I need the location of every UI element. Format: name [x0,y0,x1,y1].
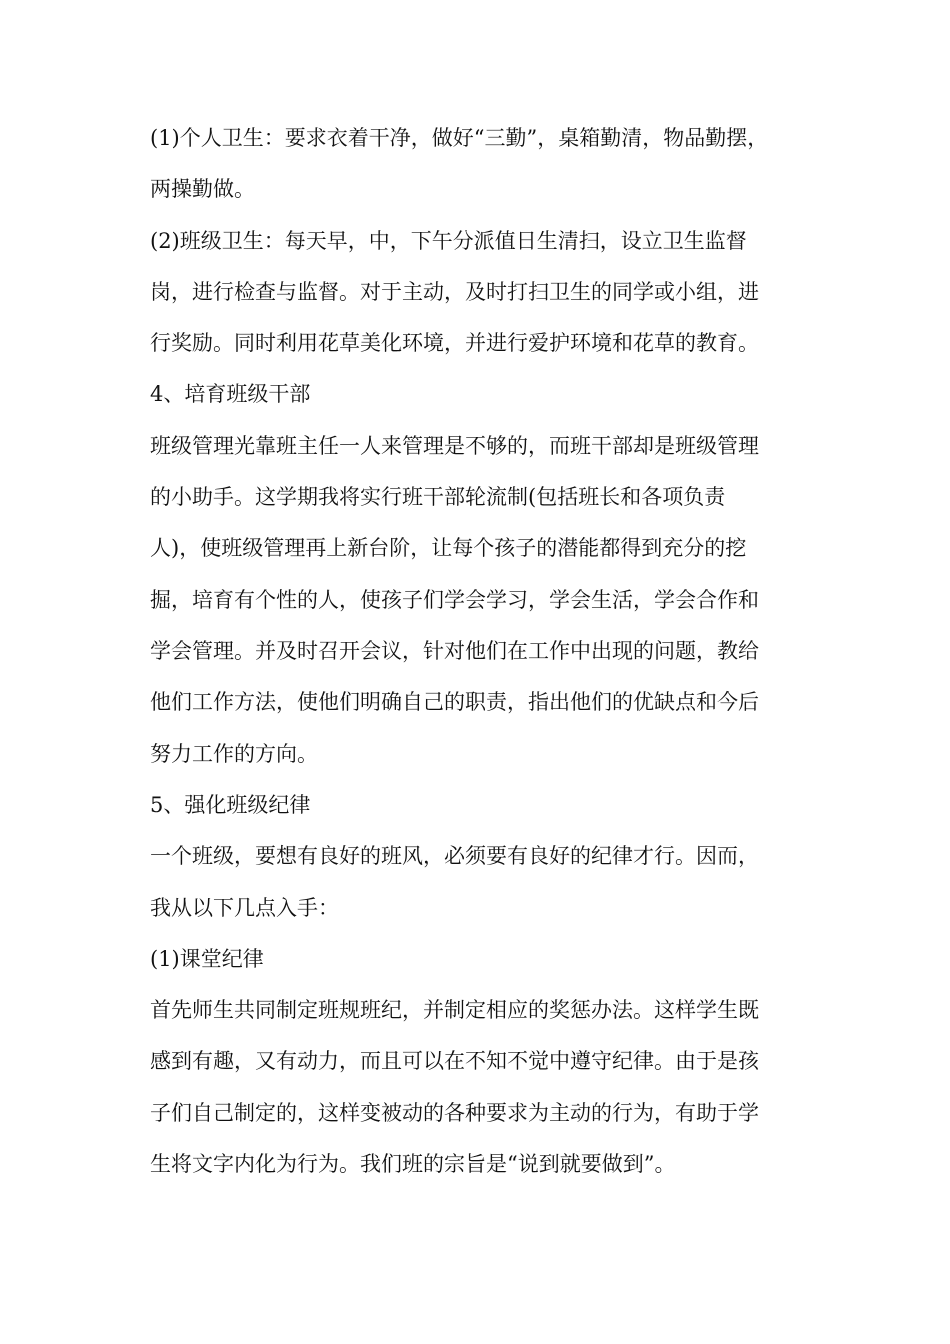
text-line: 行奖励。同时利用花草美化环境，并进行爱护环境和花草的教育。 [150,331,759,355]
text-line: 一个班级，要想有良好的班风，必须要有良好的纪律才行。因而， [150,844,759,868]
text-line: 班级管理光靠班主任一人来管理是不够的，而班干部却是班级管理 [150,434,759,458]
text-line: 两操勤做。 [150,177,255,201]
text-line: 岗，进行检查与监督。对于主动，及时打扫卫生的同学或小组，进 [150,280,759,304]
text-line: (2)班级卫生：每天早，中，下午分派值日生清扫，设立卫生监督 [150,229,747,253]
text-line: (1)个人卫生：要求衣着干净，做好“三勤”，桌箱勤清，物品勤摆， [150,126,769,150]
text-line: 我从以下几点入手： [150,896,339,920]
subsection-heading: (1)课堂纪律 [150,947,264,971]
text-line: 首先师生共同制定班规班纪，并制定相应的奖惩办法。这样学生既 [150,998,759,1022]
text-line: 人)，使班级管理再上新台阶，让每个孩子的潜能都得到充分的挖 [150,536,747,560]
section-heading: 5、强化班级纪律 [150,793,311,817]
text-line: 子们自己制定的，这样变被动的各种要求为主动的行为，有助于学 [150,1101,759,1125]
text-line: 感到有趣，又有动力，而且可以在不知不觉中遵守纪律。由于是孩 [150,1049,759,1073]
section-heading: 4、培育班级干部 [150,382,311,406]
text-line: 学会管理。并及时召开会议，针对他们在工作中出现的问题，教给 [150,639,759,663]
text-line: 掘，培育有个性的人，使孩子们学会学习，学会生活，学会合作和 [150,588,759,612]
text-line: 他们工作方法，使他们明确自己的职责，指出他们的优缺点和今后 [150,690,759,714]
text-line: 努力工作的方向。 [150,742,318,766]
text-line: 的小助手。这学期我将实行班干部轮流制(包括班长和各项负责 [150,485,726,509]
text-line: 生将文字内化为行为。我们班的宗旨是“说到就要做到”。 [150,1152,676,1176]
